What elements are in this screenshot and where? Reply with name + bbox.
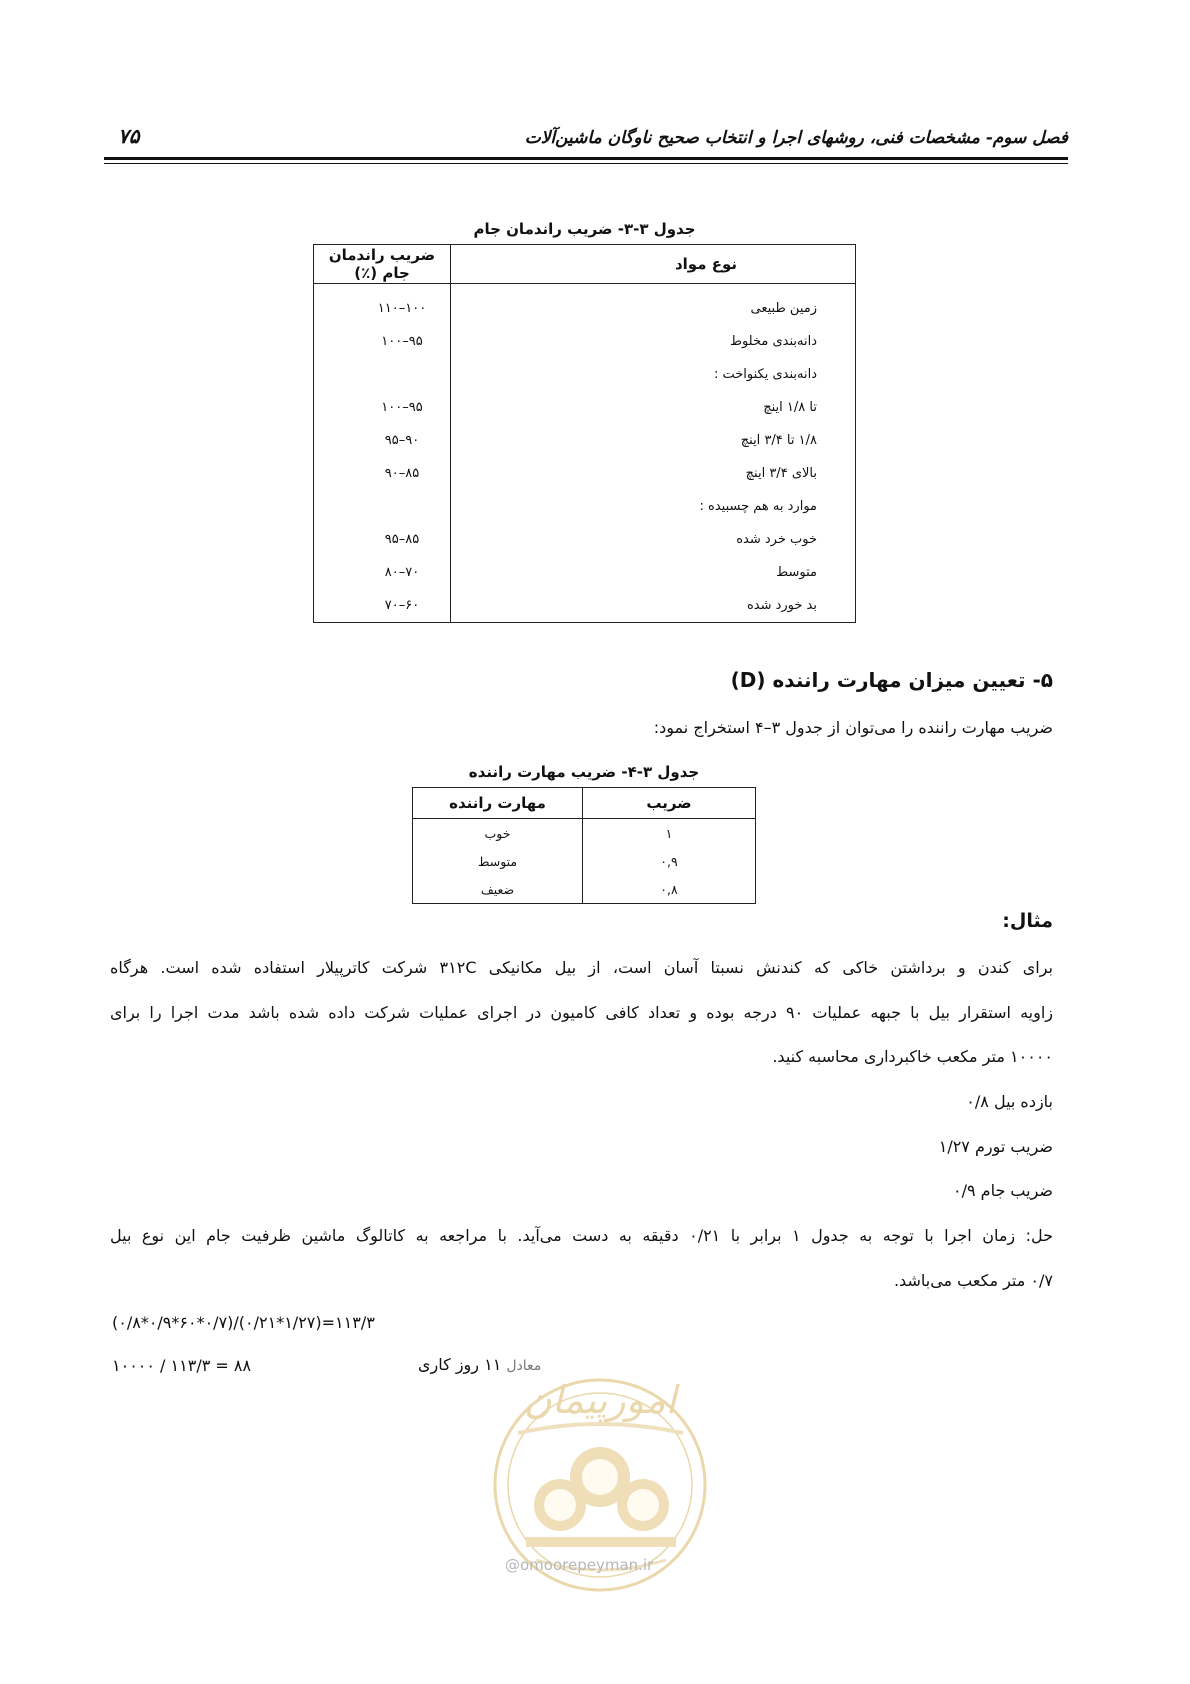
material-cell: زمین طبیعی bbox=[451, 284, 856, 326]
material-cell: بد خورد شده bbox=[451, 589, 856, 623]
driver-skill-table bbox=[412, 787, 756, 904]
coefficient-cell: ۱۰۰–۱۱۰ bbox=[314, 284, 451, 326]
skill-cell: خوب bbox=[413, 819, 583, 848]
page-number: ۷۵ bbox=[118, 124, 140, 148]
material-cell: دانه‌بندی مخلوط bbox=[451, 325, 856, 358]
days-prefix: معادل bbox=[506, 1358, 542, 1374]
example-heading: مثال: bbox=[1002, 910, 1053, 932]
table-row bbox=[314, 457, 856, 490]
table2-caption: جدول ۳-۴- ضریب مهارت راننده bbox=[468, 763, 700, 781]
material-cell: خوب خرد شده bbox=[451, 523, 856, 556]
production-formula: (۰/۸*۰/۹*۶۰*۰/۷)/(۰/۲۱*۱/۲۷)=۱۱۳/۳ bbox=[112, 1313, 375, 1332]
coefficient-cell: ۹۵–۱۰۰ bbox=[314, 391, 451, 424]
table-row bbox=[413, 847, 756, 875]
coefficient-cell bbox=[314, 490, 451, 523]
coefficient-cell: ۸۵–۹۰ bbox=[314, 457, 451, 490]
days-value: ۱۱ روز کاری bbox=[418, 1355, 502, 1374]
coefficient-cell: ۱ bbox=[583, 819, 756, 848]
skill-cell: ضعیف bbox=[413, 875, 583, 904]
table-row bbox=[314, 556, 856, 589]
column-header-coefficient: ضریب bbox=[583, 788, 756, 819]
header-rule-thin bbox=[104, 163, 1068, 164]
column-header-skill: مهارت راننده bbox=[413, 788, 583, 819]
material-cell: ۱/۸ تا ۳/۴ اینچ bbox=[451, 424, 856, 457]
table-row bbox=[314, 523, 856, 556]
coefficient-cell: ۹۵–۱۰۰ bbox=[314, 325, 451, 358]
table-row bbox=[314, 589, 856, 623]
watermark-brand: امورپیمان bbox=[523, 1378, 677, 1422]
example-line-1: برای کندن و برداشتن خاکی که کندنش نسبتا آسان است، از بیل مکانیکی ۳۱۲C شرکت کاترپیلار استفاده شده است. هرگاه bbox=[110, 958, 1053, 977]
given-bucket-factor: ضریب جام ۰/۹ bbox=[953, 1181, 1053, 1200]
table-row bbox=[314, 284, 856, 326]
solution-line-1: حل: زمان اجرا با توجه به جدول ۱ برابر با ۰/۲۱ دقیقه به دست می‌آید. با مراجعه به کاتالوگ ماشین ظرفیت جام این نوع بیل bbox=[110, 1226, 1054, 1245]
coefficient-cell: ۹۰–۹۵ bbox=[314, 424, 451, 457]
table-row bbox=[314, 325, 856, 358]
given-shovel-efficiency: بازده بیل ۰/۸ bbox=[966, 1092, 1053, 1111]
table-row bbox=[314, 490, 856, 523]
material-cell: موارد به هم چسبیده : bbox=[451, 490, 856, 523]
coefficient-cell: ۰,۹ bbox=[583, 847, 756, 875]
column-header-coefficient: ضریب راندمان جام (٪) bbox=[314, 245, 451, 284]
table-row bbox=[413, 819, 756, 848]
coefficient-cell: ۰,۸ bbox=[583, 875, 756, 904]
table-row bbox=[413, 875, 756, 904]
column-header-material: نوع مواد bbox=[451, 245, 856, 284]
chapter-title: فصل سوم- مشخصات فنی، روشهای اجرا و انتخاب صحیح ناوگان ماشین‌آلات bbox=[524, 128, 1068, 148]
material-cell: دانه‌بندی یکنواخت : bbox=[451, 358, 856, 391]
example-line-3: ۱۰۰۰۰ متر مکعب خاکبرداری محاسبه کنید. bbox=[772, 1047, 1053, 1066]
skill-cell: متوسط bbox=[413, 847, 583, 875]
table-row bbox=[314, 358, 856, 391]
given-swell-factor: ضریب تورم ۱/۲۷ bbox=[938, 1137, 1053, 1156]
duration-formula: ۱۰۰۰۰ / ۱۱۳/۳ = ۸۸ bbox=[112, 1356, 252, 1375]
header-rule bbox=[104, 157, 1068, 160]
material-cell: متوسط bbox=[451, 556, 856, 589]
table-row bbox=[314, 391, 856, 424]
section-intro: ضریب مهارت راننده را می‌توان از جدول ۳–۴ استخراج نمود: bbox=[653, 718, 1053, 737]
coefficient-cell: ۸۵–۹۵ bbox=[314, 523, 451, 556]
example-line-2: زاویه استقرار بیل با جبهه عملیات ۹۰ درجه بوده و تعداد کافی کامیون در اجرای عملیات شرکت داده شده باشد مدت اجرا را برای bbox=[110, 1003, 1053, 1022]
table-row bbox=[314, 424, 856, 457]
coefficient-cell bbox=[314, 358, 451, 391]
material-cell: تا ۱/۸ اینچ bbox=[451, 391, 856, 424]
table1-caption: جدول ۳-۳- ضریب راندمان جام bbox=[473, 220, 696, 238]
solution-line-2: ۰/۷ متر مکعب می‌باشد. bbox=[893, 1271, 1053, 1290]
material-cell: بالای ۳/۴ اینچ bbox=[451, 457, 856, 490]
section-heading: ۵- تعیین میزان مهارت راننده (D) bbox=[730, 668, 1053, 692]
watermark-url: @omoorepeyman.ir bbox=[505, 1556, 654, 1574]
coefficient-cell: ۷۰–۸۰ bbox=[314, 556, 451, 589]
coefficient-cell: ۶۰–۷۰ bbox=[314, 589, 451, 623]
bucket-efficiency-table bbox=[313, 244, 856, 623]
